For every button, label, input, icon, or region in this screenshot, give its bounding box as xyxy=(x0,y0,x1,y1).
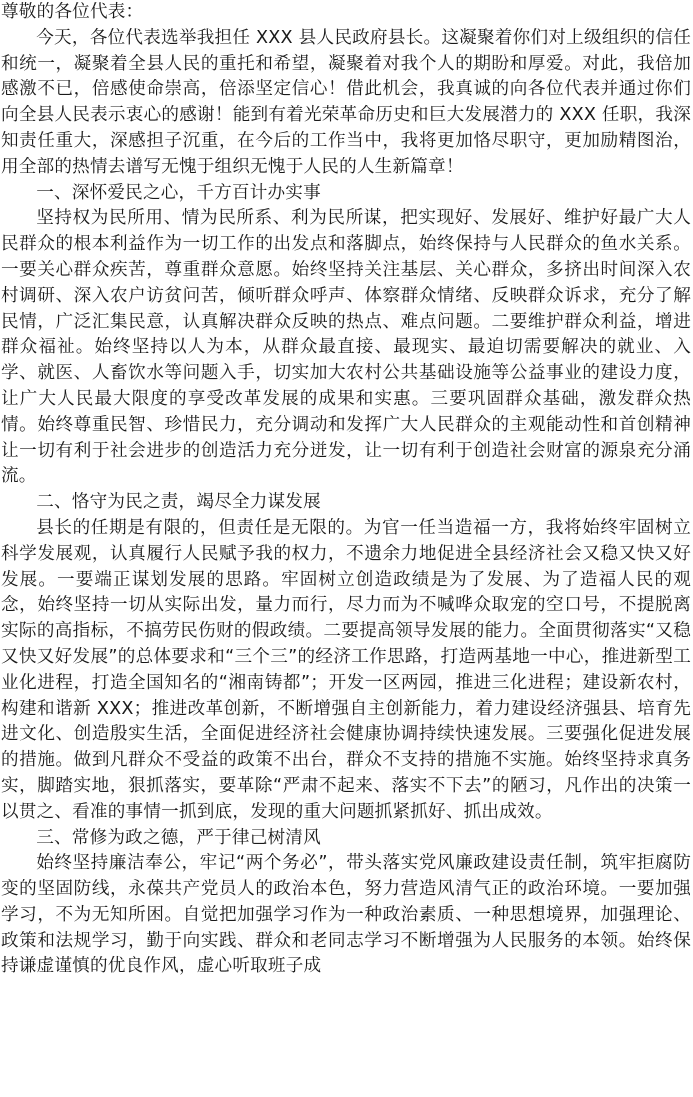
section-heading-3: 三、常修为政之德，严于律己树清风 xyxy=(36,827,321,848)
paragraph-section-3: 始终坚持廉洁奉公，牢记“两个务必”，带头落实党风廉政建设责任制，筑牢拒腐防变的坚固防线，永葆共产党员人的政治本色，努力营造风清气正的政治环境。一要加强学习，不为无知所困。自觉把加强学习作为一种政治素质、一种思想境界，加强理论、政策和法规学习，勤于向实践、群众和老同志学习不断增强为人民服务的本领。始终保持谦虚谨慎的优良作风，虚心听取班子成 xyxy=(1,853,691,977)
salutation: 尊敬的各位代表： xyxy=(1,2,144,22)
section-heading-1: 一、深怀爱民之心，千方百计办实事 xyxy=(36,182,321,203)
paragraph-section-2: 县长的任期是有限的，但责任是无限的。为官一任当造福一方，我将始终牢固树立科学发展观，认真履行人民赋予我的权力，不遗余力地促进全县经济社会又稳又快又好发展。一要端正谋划发展的思路。牢固树立创造政绩是为了发展、为了造福人民的观念，始终坚持一切从实际出发，量力而行，尽力而为不喊哗众取宠的空口号，不提脱离实际的高指标，不搞劳民伤财的假政绩。二要提高领导发展的能力。全面贯彻落实“又稳又快又好发展”的总体要求和“三个三”的经济工作思路，打造两基地一中心，推进新型工业化进程，打造全国知名的“湘南铸都”；开发一区两园，推进三化进程；建设新农村，构建和谐新 XXX；推进改革创新，不断增强自主创新能力，着力建设经济强县、培育先进文化、创造殷实生活，全面促进经济社会健康协调持续快速发展。三要强化促进发展的措施。做到凡群众不受益的政策不出台，群众不支持的措施不实施。始终坚持求真务实，脚踏实地，狠抓落实，要革除“严肃不起来、落实不下去”的陋习，凡作出的决策一以贯之、看准的事情一抓到底，发现的重大问题抓紧抓好、抓出成效。 xyxy=(1,517,691,822)
paragraph-intro: 今天，各位代表选举我担任 XXX 县人民政府县长。这凝聚着你们对上级组织的信任和统一，凝聚着全县人民的重托和希望，凝聚着对我个人的期盼和厚爱。对此，我倍加感激不已，倍感使命崇高，倍添坚定信心！借此机会，我真诚的向各位代表并通过你们向全县人民表示衷心的感谢！能到有着光荣革命历史和巨大发展潜力的 XXX 任职，我深知责任重大，深感担子沉重，在今后的工作当中，我将更加恪尽职守，更加励精图治，用全部的热情去谱写无愧于组织无愧于人民的人生新篇章！ xyxy=(1,27,691,177)
section-heading-2: 二、恪守为民之责，竭尽全力谋发展 xyxy=(36,492,321,513)
paragraph-section-1: 坚持权为民所用、情为民所系、利为民所谋，把实现好、发展好、维护好最广大人民群众的根本利益作为一切工作的出发点和落脚点，始终保持与人民群众的鱼水关系。一要关心群众疾苦，尊重群众意愿。始终坚持关注基层、关心群众，多挤出时间深入农村调研、深入农户访贫问苦，倾听群众呼声、体察群众情绪、反映群众诉求，充分了解民情，广泛汇集民意，认真解决群众反映的热点、难点问题。二要维护群众利益，增进群众福祉。始终坚持以人为本，从群众最直接、最现实、最迫切需要解决的就业、入学、就医、人畜饮水等问题入手，切实加大农村公共基础设施等公益事业的建设力度，让广大人民最大限度的享受改革发展的成果和实惠。三要巩固群众基础，激发群众热情。始终尊重民智、珍惜民力，充分调动和发挥广大人民群众的主观能动性和首创精神让一切有利于社会进步的创造活力充分迸发，让一切有利于创造社会财富的源泉充分涌流。 xyxy=(1,208,691,487)
